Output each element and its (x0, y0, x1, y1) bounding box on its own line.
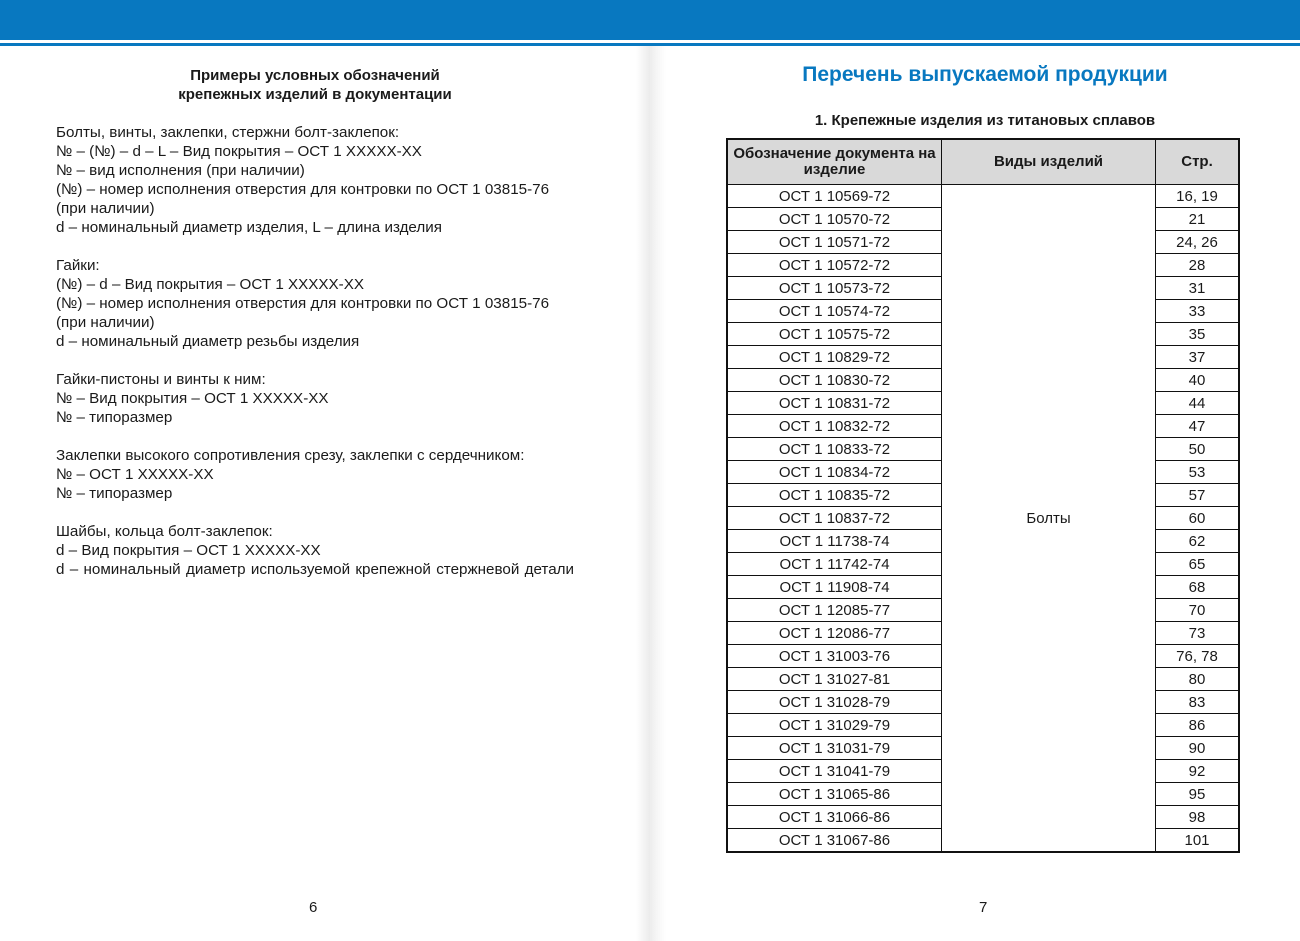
cell-document: ОСТ 1 31066-86 (727, 806, 942, 829)
cell-document: ОСТ 1 10572-72 (727, 254, 942, 277)
cell-page: 44 (1156, 392, 1240, 415)
header-kind: Виды изделий (942, 139, 1156, 185)
cell-document: ОСТ 1 11738-74 (727, 530, 942, 553)
cell-page: 35 (1156, 323, 1240, 346)
cell-document: ОСТ 1 10832-72 (727, 415, 942, 438)
bolts-line: d – номинальный диаметр изделия, L – длина изделия (56, 219, 442, 236)
cell-document: ОСТ 1 10571-72 (727, 231, 942, 254)
notation-title-line: Примеры условных обозначений (190, 67, 440, 84)
cell-document: ОСТ 1 31027-81 (727, 668, 942, 691)
notation-title (56, 66, 574, 104)
cell-document: ОСТ 1 12086-77 (727, 622, 942, 645)
rivets-heading: Заклепки высокого сопротивления срезу, заклепки с сердечником: (56, 447, 525, 464)
cell-document: ОСТ 1 10573-72 (727, 277, 942, 300)
washers-heading: Шайбы, кольца болт-заклепок: (56, 523, 273, 540)
bolts-line: (при наличии) (56, 200, 155, 217)
cell-document: ОСТ 1 10830-72 (727, 369, 942, 392)
cell-document: ОСТ 1 11908-74 (727, 576, 942, 599)
header-page: Стр. (1156, 139, 1240, 185)
table-header-row (727, 139, 1239, 185)
cell-page: 73 (1156, 622, 1240, 645)
bolts-heading: Болты, винты, заклепки, стержни болт-заклепок: (56, 124, 400, 141)
nuts-line: (№) – d – Вид покрытия – ОСТ 1 XXXXX-XX (56, 276, 364, 293)
table-row (727, 185, 1239, 208)
header-band (0, 0, 1300, 40)
cell-page: 47 (1156, 415, 1240, 438)
nuts-line: d – номинальный диаметр резьбы изделия (56, 333, 360, 350)
rivets-line: № – типоразмер (56, 485, 173, 502)
cell-page: 86 (1156, 714, 1240, 737)
cell-page: 90 (1156, 737, 1240, 760)
cell-document: ОСТ 1 31065-86 (727, 783, 942, 806)
cell-kind: Болты (942, 185, 1156, 853)
cell-page: 31 (1156, 277, 1240, 300)
header-document: Обозначение документа на изделие (727, 139, 942, 185)
cell-page: 65 (1156, 553, 1240, 576)
cell-page: 101 (1156, 829, 1240, 853)
nuts-line: (№) – номер исполнения отверстия для контровки по ОСТ 1 03815-76 (56, 295, 550, 312)
cell-page: 80 (1156, 668, 1240, 691)
cell-page: 92 (1156, 760, 1240, 783)
cell-page: 21 (1156, 208, 1240, 231)
left-page (0, 46, 650, 941)
cell-page: 37 (1156, 346, 1240, 369)
washers-line: d – номинальный диаметр используемой крепежной стержневой детали (56, 561, 574, 578)
cell-page: 50 (1156, 438, 1240, 461)
pistons-heading: Гайки-пистоны и винты к ним: (56, 371, 266, 388)
cell-page: 76, 78 (1156, 645, 1240, 668)
section-title: 1. Крепежные изделия из титановых сплавов (814, 112, 1156, 129)
notation-body (56, 123, 574, 579)
cell-document: ОСТ 1 31067-86 (727, 829, 942, 853)
cell-document: ОСТ 1 10575-72 (727, 323, 942, 346)
cell-document: ОСТ 1 12085-77 (727, 599, 942, 622)
cell-document: ОСТ 1 10569-72 (727, 185, 942, 208)
cell-document: ОСТ 1 10574-72 (727, 300, 942, 323)
product-table (726, 138, 1240, 853)
cell-page: 40 (1156, 369, 1240, 392)
cell-page: 98 (1156, 806, 1240, 829)
cell-page: 28 (1156, 254, 1240, 277)
cell-document: ОСТ 1 10834-72 (727, 461, 942, 484)
bolts-line: № – вид исполнения (при наличии) (56, 162, 305, 179)
cell-page: 57 (1156, 484, 1240, 507)
notation-title-line: крепежных изделий в документации (178, 86, 452, 103)
page-number: 6 (309, 899, 318, 916)
cell-page: 24, 26 (1156, 231, 1240, 254)
table-body (727, 185, 1239, 853)
cell-document: ОСТ 1 11742-74 (727, 553, 942, 576)
page-title: Перечень выпускаемой продукции (802, 63, 1168, 86)
cell-document: ОСТ 1 31003-76 (727, 645, 942, 668)
cell-document: ОСТ 1 10835-72 (727, 484, 942, 507)
rivets-line: № – ОСТ 1 XXXXX-XX (56, 466, 214, 483)
cell-page: 70 (1156, 599, 1240, 622)
cell-page: 33 (1156, 300, 1240, 323)
pistons-line: № – типоразмер (56, 409, 173, 426)
cell-page: 83 (1156, 691, 1240, 714)
nuts-line: (при наличии) (56, 314, 155, 331)
bolts-line: (№) – номер исполнения отверстия для контровки по ОСТ 1 03815-76 (56, 181, 550, 198)
cell-page: 95 (1156, 783, 1240, 806)
cell-page: 60 (1156, 507, 1240, 530)
cell-document: ОСТ 1 10833-72 (727, 438, 942, 461)
cell-page: 62 (1156, 530, 1240, 553)
pistons-line: № – Вид покрытия – ОСТ 1 XXXXX-XX (56, 390, 329, 407)
page-number: 7 (979, 899, 988, 916)
washers-line: d – Вид покрытия – ОСТ 1 XXXXX-XX (56, 542, 321, 559)
cell-document: ОСТ 1 10837-72 (727, 507, 942, 530)
cell-document: ОСТ 1 10831-72 (727, 392, 942, 415)
cell-document: ОСТ 1 31029-79 (727, 714, 942, 737)
cell-document: ОСТ 1 31028-79 (727, 691, 942, 714)
nuts-heading: Гайки: (56, 257, 100, 274)
cell-document: ОСТ 1 31041-79 (727, 760, 942, 783)
bolts-line: № – (№) – d – L – Вид покрытия – ОСТ 1 XXXXX-XX (56, 143, 422, 160)
cell-page: 68 (1156, 576, 1240, 599)
cell-page: 16, 19 (1156, 185, 1240, 208)
cell-document: ОСТ 1 10829-72 (727, 346, 942, 369)
cell-document: ОСТ 1 31031-79 (727, 737, 942, 760)
cell-document: ОСТ 1 10570-72 (727, 208, 942, 231)
cell-page: 53 (1156, 461, 1240, 484)
